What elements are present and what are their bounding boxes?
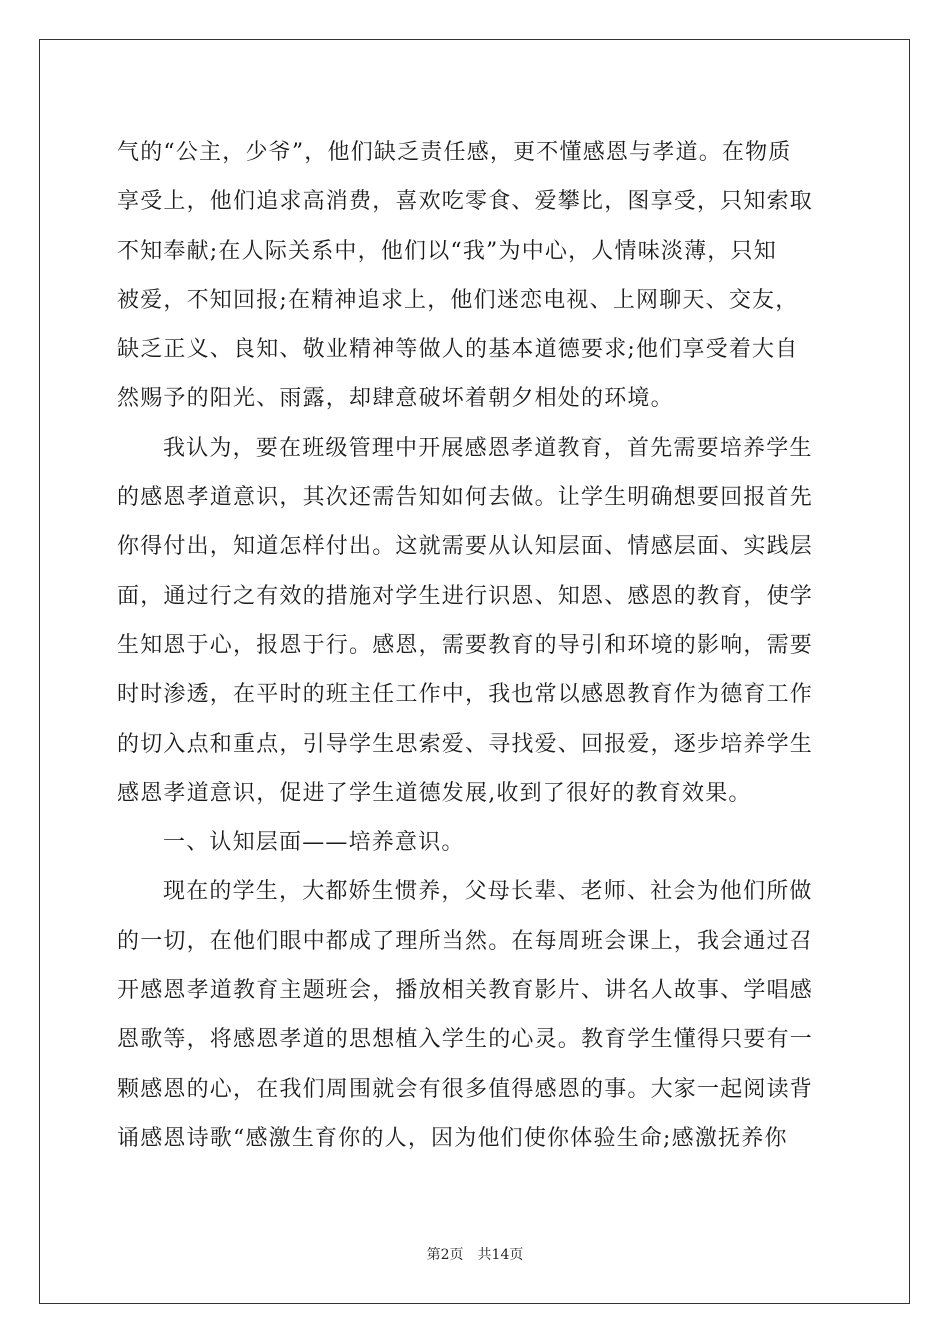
text-line: 开感恩孝道教育主题班会，播放相关教育影片、讲名人故事、学唱感 xyxy=(117,978,814,1004)
document-body xyxy=(117,128,833,1163)
text-line: 颗感恩的心，在我们周围就会有很多值得感恩的事。大家一起阅读背 xyxy=(117,1076,814,1102)
text-line: 的感恩孝道意识，其次还需告知如何去做。让学生明确想要回报首先 xyxy=(117,485,814,511)
text-line: 生知恩于心，报恩于行。感恩，需要教育的导引和环境的影响，需要 xyxy=(117,632,814,658)
text-line: 诵感恩诗歌“感激生育你的人，因为他们使你体验生命;感激抚养你 xyxy=(117,1125,788,1151)
section-heading: 一、认知层面——培养意识。 xyxy=(163,830,465,856)
text-line: 你得付出，知道怎样付出。这就需要从认知层面、情感层面、实践层 xyxy=(117,534,814,560)
text-line: 缺乏正义、良知、敬业精神等做人的基本道德要求;他们享受着大自 xyxy=(117,337,799,363)
text-line: 恩歌等，将感恩孝道的思想植入学生的心灵。教育学生懂得只要有一 xyxy=(117,1027,814,1053)
text-line: 感恩孝道意识，促进了学生道德发展,收到了很好的教育效果。 xyxy=(117,780,752,806)
text-line: 的一切，在他们眼中都成了理所当然。在每周班会课上，我会通过召 xyxy=(117,928,814,954)
text-line: 享受上，他们追求高消费，喜欢吃零食、爱攀比，图享受，只知索取 xyxy=(117,189,814,215)
text-line: 面，通过行之有效的措施对学生进行识恩、知恩、感恩的教育，使学 xyxy=(117,583,814,609)
text-line: 气的“公主，少爷”，他们缺乏责任感，更不懂感恩与孝道。在物质 xyxy=(117,140,792,165)
paragraph-first-line: 现在的学生，大都娇生惯养，父母长辈、老师、社会为他们所做 xyxy=(163,879,813,905)
text-line: 的切入点和重点，引导学生思索爱、寻找爱、回报爱，逐步培养学生 xyxy=(117,731,814,757)
page-number-footer: 第2页 共14页 xyxy=(426,1247,524,1263)
text-line: 不知奉献;在人际关系中，他们以“我”为中心，人情味淡薄，只知 xyxy=(117,238,777,264)
text-line: 然赐予的阳光、雨露，却肆意破坏着朝夕相处的环境。 xyxy=(117,386,674,412)
paragraph-first-line: 我认为，要在班级管理中开展感恩孝道教育，首先需要培养学生 xyxy=(163,435,813,461)
text-line: 被爱，不知回报;在精神追求上，他们迷恋电视、上网聊天、交友， xyxy=(117,287,799,313)
text-line: 时时渗透，在平时的班主任工作中，我也常以感恩教育作为德育工作 xyxy=(117,682,814,708)
